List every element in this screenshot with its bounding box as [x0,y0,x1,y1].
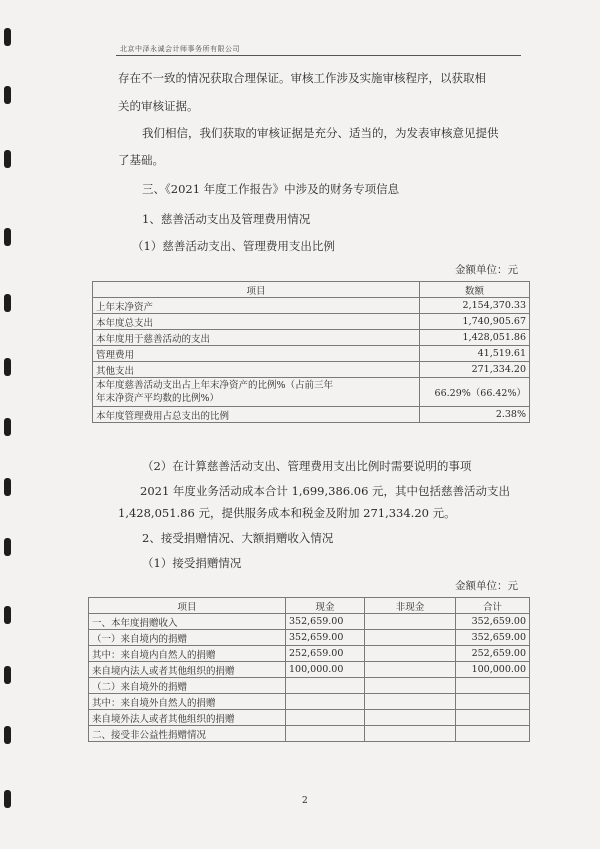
table-cell [456,678,530,694]
subsection-heading: （1）慈善活动支出、管理费用支出比例 [132,239,335,253]
table-cell [456,694,530,710]
table-cell: 100,000.00 [456,662,530,678]
table-row [93,362,530,378]
body-line: 1,428,051.86 元，提供服务成本和税金及附加 271,334.20 元。 [118,506,456,520]
table-row [89,630,530,646]
table-cell: 100,000.00 [286,662,365,678]
table-header: 项目 [93,282,420,298]
binding-hole [4,28,11,46]
table-header: 非现金 [365,598,456,614]
subsection-heading: （1）接受捐赠情况 [142,556,242,570]
table-cell: 271,334.20 [420,362,530,378]
table-row [93,314,530,330]
table-cell: 其中：来自境外自然人的捐赠 [89,694,286,710]
table-cell [286,678,365,694]
table-cell: 本年度总支出 [93,314,420,330]
table-cell-line: 年末净资产平均数的比例%） [96,393,220,404]
donation-table [88,597,530,742]
table-row [89,678,530,694]
table-cell: 本年度用于慈善活动的支出 [93,330,420,346]
table-header: 现金 [286,598,365,614]
binding-hole [4,606,11,624]
table-cell [365,614,456,630]
table-row [89,694,530,710]
binding-hole [4,790,11,808]
table-cell: 其他支出 [93,362,420,378]
table-cell: 252,659.00 [456,646,530,662]
table-cell [365,694,456,710]
body-line: 存在不一致的情况获取合理保证。审核工作涉及实施审核程序，以获取相 [118,71,486,85]
binding-hole [4,666,11,684]
table-cell: 66.29%（66.42%） [420,378,530,407]
table-cell: 其中：来自境内自然人的捐赠 [89,646,286,662]
table-cell: 352,659.00 [286,614,365,630]
table-cell [365,726,456,742]
table-row [89,614,530,630]
subsection-heading: 1、慈善活动支出及管理费用情况 [142,212,311,226]
binding-hole [4,418,11,436]
table-cell: （二）来自境外的捐赠 [89,678,286,694]
table-row [93,298,530,314]
binding-hole [4,478,11,496]
table-row [93,346,530,362]
table-cell: 管理费用 [93,346,420,362]
table-header: 合计 [456,598,530,614]
table-cell [93,378,420,407]
table-row [93,378,530,407]
table-cell: 252,659.00 [286,646,365,662]
table-cell [286,694,365,710]
table-cell: （一）来自境内的捐赠 [89,630,286,646]
table-cell: 352,659.00 [456,630,530,646]
table-cell [365,662,456,678]
table-row [89,710,530,726]
unit-label: 金额单位：元 [455,580,518,592]
table-cell-line: 本年度慈善活动支出占上年末净资产的比例%（占前三年 [96,380,334,391]
subsection-heading: （2）在计算慈善活动支出、管理费用支出比例时需要说明的事项 [142,459,472,473]
table-cell [365,710,456,726]
table-cell: 352,659.00 [286,630,365,646]
table-row [89,646,530,662]
binding-hole [4,150,11,168]
table-cell: 一、本年度捐赠收入 [89,614,286,630]
table-cell: 本年度管理费用占总支出的比例 [93,407,420,423]
table-cell [456,726,530,742]
table-row [93,330,530,346]
table-cell: 1,740,905.67 [420,314,530,330]
table-cell [365,630,456,646]
table-cell: 二、接受非公益性捐赠情况 [89,726,286,742]
body-line: 关的审核证据。 [118,99,199,113]
table-cell: 来自境外法人或者其他组织的捐赠 [89,710,286,726]
binding-hole [4,294,11,312]
table-cell: 1,428,051.86 [420,330,530,346]
table-cell: 2,154,370.33 [420,298,530,314]
table-cell [286,726,365,742]
charity-expense-table [92,281,530,423]
body-line: 2021 年度业务活动成本合计 1,699,386.06 元，其中包括慈善活动支出 [140,484,511,498]
table-cell [286,710,365,726]
body-line: 我们相信，我们获取的审核证据是充分、适当的，为发表审核意见提供 [142,126,499,140]
section-heading: 三、《2021 年度工作报告》中涉及的财务专项信息 [142,182,400,196]
body-line: 了基础。 [118,153,164,167]
table-header: 项目 [89,598,286,614]
binding-hole [4,726,11,744]
table-cell [365,678,456,694]
binding-hole [4,358,11,376]
table-row [89,662,530,678]
binding-hole [4,538,11,556]
table-row [93,407,530,423]
table-cell: 上年末净资产 [93,298,420,314]
firm-header: 北京中泽永诚会计师事务所有限公司 [120,45,240,53]
binding-hole [4,228,11,246]
table-cell: 2.38% [420,407,530,423]
table-cell [365,646,456,662]
binding-hole [4,86,11,104]
table-row [89,726,530,742]
page-number: 2 [302,796,308,806]
table-header: 数额 [420,282,530,298]
header-rule [116,55,521,56]
unit-label: 金额单位：元 [455,264,518,276]
table-cell: 来自境内法人或者其他组织的捐赠 [89,662,286,678]
subsection-heading: 2、接受捐赠情况、大额捐赠收入情况 [142,531,334,545]
table-cell: 352,659.00 [456,614,530,630]
table-cell: 41,519.61 [420,346,530,362]
table-cell [456,710,530,726]
